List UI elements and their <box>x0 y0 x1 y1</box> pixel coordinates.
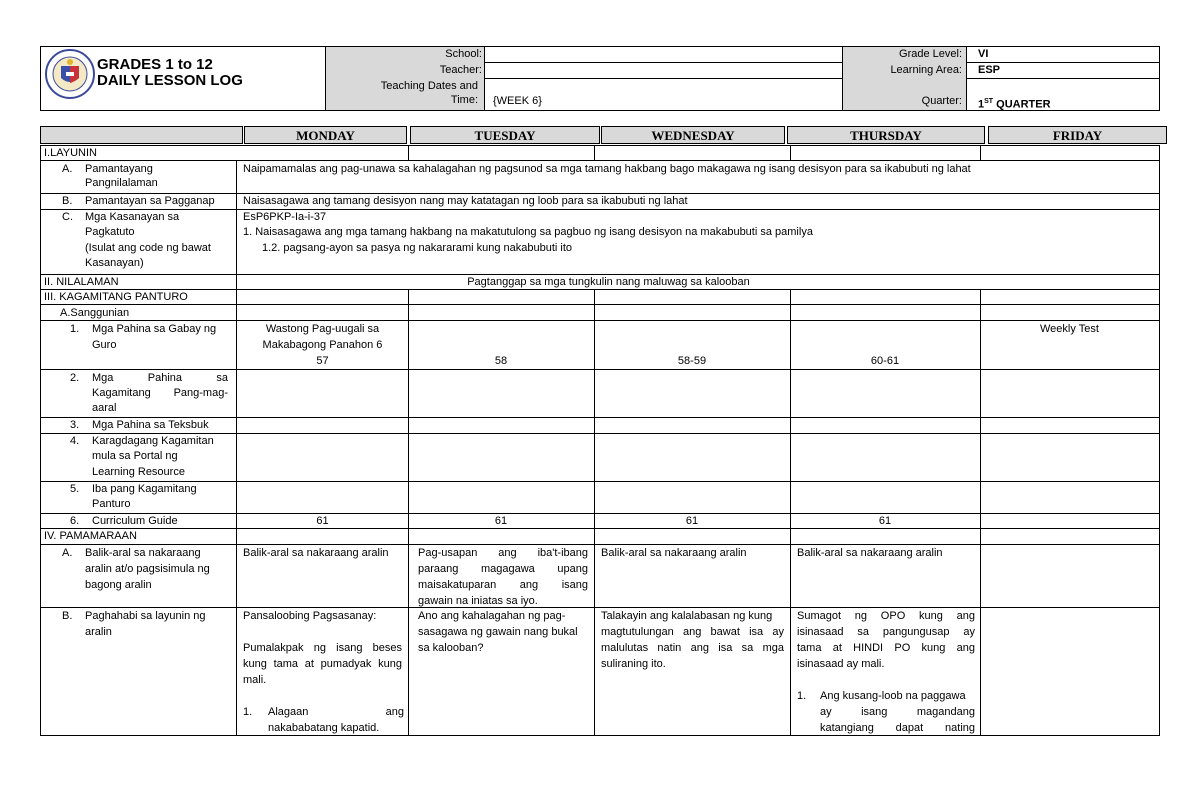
dates-label-1: Teaching Dates and <box>380 80 478 92</box>
layunin-a-label-2: Pangnilalaman <box>85 177 158 189</box>
pangmagaaral-label-2: Kagamitang Pang-mag- <box>92 387 228 399</box>
school-label: School: <box>445 48 482 60</box>
gabay-guro-monday-1: Wastong Pag-uugali sa <box>265 323 380 335</box>
iba-pang-num: 5. <box>70 483 80 495</box>
paghahabi-wednesday-1: Talakayin ang kalalabasan ng kung <box>601 610 773 622</box>
portal-label-3: Learning Resource <box>92 466 185 478</box>
dates-value[interactable]: {WEEK 6} <box>493 95 542 107</box>
teacher-label: Teacher: <box>439 64 482 76</box>
portal-label-2: mula sa Portal ng <box>92 450 178 462</box>
curriculum-guide-tuesday: 61 <box>494 515 508 527</box>
gabay-guro-num: 1. <box>70 323 80 335</box>
balik-aral-tuesday-1: Pag-usapan ang iba't-ibang <box>418 547 588 559</box>
nilalaman-text: Pagtanggap sa mga tungkulin nang maluwag sa kalooban <box>467 276 750 288</box>
paghahabi-monday-4: mali. <box>243 674 267 686</box>
portal-label-1: Karagdagang Kagamitan <box>92 435 214 447</box>
competency-item-2: 1.2. pagsang-ayon sa pasya ng nakararami kung nakabubuti ito <box>262 242 573 254</box>
teksbuk-num: 3. <box>70 419 80 431</box>
layunin-c-label-4: Kasanayan) <box>85 257 144 269</box>
paghahabi-monday-3: kung tama at pumadyak kung <box>243 658 402 670</box>
pamamaraan-b-label-2: aralin <box>85 626 112 638</box>
paghahabi-thursday-5-num: 1. <box>797 690 807 702</box>
paghahabi-thursday-2: isinasaad sa pangungusap ay <box>797 626 975 638</box>
layunin-c-label-1: Mga Kasanayan sa <box>85 211 180 223</box>
paghahabi-wednesday-4: suliraning ito. <box>601 658 666 670</box>
quarter-label: Quarter: <box>921 95 962 107</box>
pangmagaaral-label-1: Mga Pahina sa <box>92 372 228 384</box>
paghahabi-thursday-1: Sumagot ng OPO kung ang <box>797 610 975 622</box>
learning-area-label: Learning Area: <box>890 64 962 76</box>
pamamaraan-a-label-1: Balik-aral sa nakaraang <box>85 547 201 559</box>
day-header-monday: MONDAY <box>244 126 407 144</box>
paghahabi-thursday-3: tama at HINDI PO kung ang <box>797 642 975 654</box>
balik-aral-tuesday-3: maisakatuparan ang isang <box>418 579 588 591</box>
pamantayan-pagganap-text: Naisasagawa ang tamang desisyon nang may katatagan ng loob para sa ikabubuti ng lahat <box>243 195 688 207</box>
competency-code: EsP6PKP-Ia-i-37 <box>243 211 327 223</box>
layunin-c-letter: C. <box>62 211 73 223</box>
paghahabi-monday-2: Pumalakpak ng isang beses <box>243 642 402 654</box>
curriculum-guide-num: 6. <box>70 515 80 527</box>
gabay-guro-wednesday: 58-59 <box>677 355 707 367</box>
layunin-a-label-1: Pamantayang <box>85 163 153 175</box>
balik-aral-monday: Balik-aral sa nakaraang aralin <box>243 547 389 559</box>
gabay-guro-tuesday: 58 <box>494 355 508 367</box>
quarter-value[interactable]: 1ST QUARTER <box>978 98 1051 111</box>
paghahabi-thursday-4: isinasaad ay mali. <box>797 658 885 670</box>
iba-pang-label-1: Iba pang Kagamitang <box>92 483 197 495</box>
paghahabi-wednesday-3: malulutas natin ang isa sa mga <box>601 642 784 654</box>
day-header-tuesday: TUESDAY <box>410 126 600 144</box>
dates-label-2: Time: <box>450 94 478 106</box>
gabay-guro-label-1: Mga Pahina sa Gabay ng <box>92 323 217 335</box>
balik-aral-wednesday: Balik-aral sa nakaraang aralin <box>601 547 747 559</box>
pamamaraan-a-label-3: bagong aralin <box>85 579 152 591</box>
gabay-guro-friday: Weekly Test <box>1040 323 1099 335</box>
gabay-guro-label-2: Guro <box>92 339 117 351</box>
balik-aral-thursday: Balik-aral sa nakaraang aralin <box>797 547 943 559</box>
layunin-b-label: Pamantayan sa Pagganap <box>85 195 215 207</box>
paghahabi-wednesday-2: magtutulungan ang bawat isa ay <box>601 626 784 638</box>
layunin-c-label-2: Pagkatuto <box>85 226 135 238</box>
pamamaraan-a-label-2: aralin at/o pagsisimula ng <box>85 563 210 575</box>
balik-aral-tuesday-2: paraang magagawa upang <box>418 563 588 575</box>
balik-aral-tuesday-4: gawain na iniatas sa iyo. <box>418 595 538 607</box>
paghahabi-monday-6: nakababatang kapatid. <box>268 722 380 734</box>
grade-level-label: Grade Level: <box>899 48 962 60</box>
paghahabi-thursday-5: Ang kusang-loob na paggawa <box>820 690 966 702</box>
layunin-a-letter: A. <box>62 163 73 175</box>
nilalaman-heading: II. NILALAMAN <box>44 276 119 288</box>
gabay-guro-thursday: 60-61 <box>870 355 900 367</box>
teksbuk-label: Mga Pahina sa Teksbuk <box>92 419 209 431</box>
paghahabi-thursday-6: ay isang magandang <box>820 706 975 718</box>
layunin-b-letter: B. <box>62 195 73 207</box>
portal-num: 4. <box>70 435 80 447</box>
gabay-guro-monday-2: Makabagong Panahon 6 <box>262 339 383 351</box>
paghahabi-tuesday-3: sa kalooban? <box>418 642 484 654</box>
paghahabi-monday-5-num: 1. <box>243 706 253 718</box>
title-line-1: GRADES 1 to 12 <box>97 56 213 73</box>
paghahabi-tuesday-1: Ano ang kahalagahan ng pag- <box>418 610 566 622</box>
curriculum-guide-wednesday: 61 <box>685 515 699 527</box>
iba-pang-label-2: Panturo <box>92 498 131 510</box>
paghahabi-monday-5: Alagaan ang <box>268 706 404 718</box>
deped-seal-icon <box>44 48 96 100</box>
kagamitan-heading: III. KAGAMITANG PANTURO <box>44 291 188 303</box>
pangmagaaral-label-3: aaral <box>92 402 117 414</box>
sanggunian-label: A.Sanggunian <box>60 307 130 319</box>
pamamaraan-b-label-1: Paghahabi sa layunin ng <box>85 610 206 622</box>
competency-item-1: 1. Naisasagawa ang mga tamang hakbang na makatutulong sa pagbuo ng isang desisyon na makabubuti sa pamilya <box>243 226 813 238</box>
layunin-c-label-3: (Isulat ang code ng bawat <box>85 242 211 254</box>
curriculum-guide-monday: 61 <box>316 515 329 527</box>
title-line-2: DAILY LESSON LOG <box>97 72 243 89</box>
learning-area-value[interactable]: ESP <box>978 64 1001 76</box>
curriculum-guide-thursday: 61 <box>878 515 892 527</box>
day-header-corner <box>40 126 243 144</box>
layunin-heading: I.LAYUNIN <box>44 147 97 159</box>
curriculum-guide-label: Curriculum Guide <box>92 515 178 527</box>
pamamaraan-heading: IV. PAMAMARAAN <box>44 530 137 542</box>
day-header-thursday: THURSDAY <box>787 126 985 144</box>
paghahabi-monday-1: Pansaloobing Pagsasanay: <box>243 610 377 622</box>
grade-level-value[interactable]: VI <box>978 48 989 60</box>
day-header-friday: FRIDAY <box>988 126 1167 144</box>
pamamaraan-a-letter: A. <box>62 547 73 559</box>
day-header-wednesday: WEDNESDAY <box>601 126 785 144</box>
pamamaraan-b-letter: B. <box>62 610 73 622</box>
gabay-guro-monday-3: 57 <box>316 355 329 367</box>
pamantayang-pangnilalaman-text: Naipamamalas ang pag-unawa sa kahalagahan ng pagsunod sa mga tamang hakbang bago makagawa ng isang desisyon para sa ikabubuti ng lahat <box>243 163 971 175</box>
paghahabi-thursday-7: katangiang dapat nating <box>820 722 975 734</box>
pangmagaaral-num: 2. <box>70 372 80 384</box>
paghahabi-tuesday-2: sasagawa ng gawain nang bukal <box>418 626 578 638</box>
